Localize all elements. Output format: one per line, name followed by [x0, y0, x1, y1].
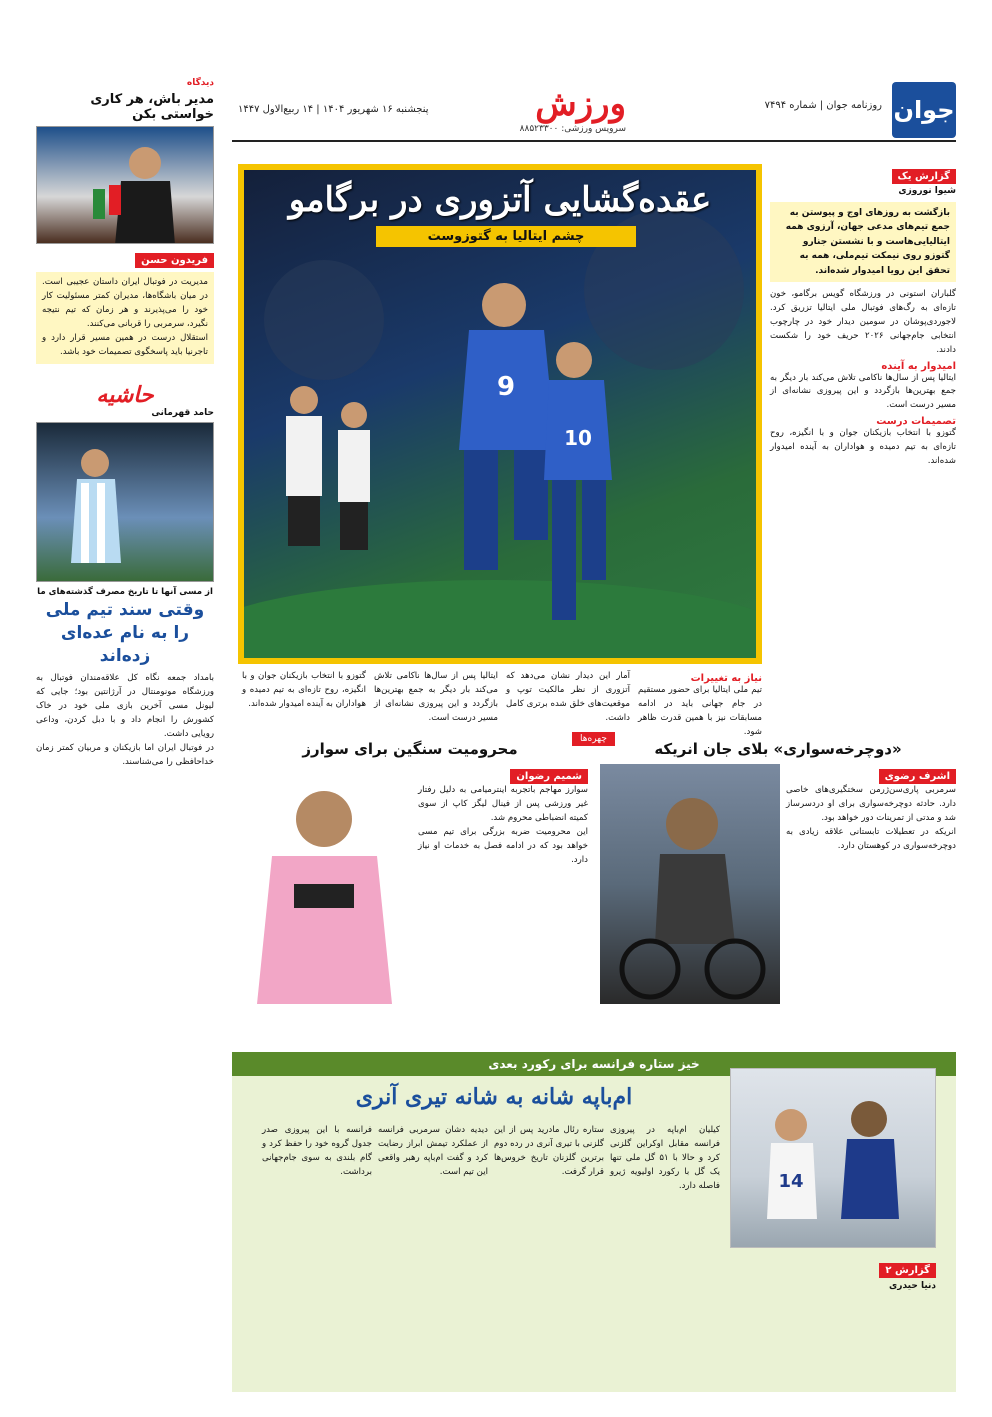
mbappe-col-3: [378, 1124, 488, 1180]
svg-text:9: 9: [496, 372, 516, 402]
opinion-text: مدیریت در فوتبال ایران داستان عجیبی است. در میان باشگاه‌ها، مدیران کمتر مسئولیت کار خود را می‌پذیرند و هر زمان که تیم نتیجه نگیرد، سرمربی را قربانی می‌کنند.: [42, 277, 208, 329]
opinion-photo: [36, 126, 214, 244]
lead-intro: بازگشت به روزهای اوج و پیوستن به جمع تیم‌های مدعی جهان، آرزوی همه ایتالیایی‌هاست و با نشستن جنارو گتوزو روی نیمکت تیم‌ملی، همه به تحقق این رویا امیدوار شده‌اند.: [770, 202, 956, 282]
enrique-author: اشرف رضوی: [879, 769, 956, 784]
hashieh-text-2: در فوتبال ایران اما بازیکنان و مربیان کمتر زمان خداحافظی را می‌شناسند.: [36, 742, 214, 767]
story-text-2: آمار این دیدار نشان می‌دهد که آتزوری از نظر مالکیت توپ و موقعیت‌های خلق شده برتری کامل داشت.: [506, 671, 630, 723]
faces-section: [232, 732, 956, 1042]
mbappe-kicker: خیز ستاره فرانسه برای رکورد بعدی: [232, 1052, 956, 1076]
story-suarez: [232, 740, 588, 1004]
mbappe-col-4: [262, 1124, 372, 1180]
javan-logo[interactable]: جوان: [892, 82, 956, 138]
lead-paragraph: گلباران استونی در ورزشگاه گویس برگامو، خون تازه‌ای به رگ‌های فوتبال ملی ایتالیا تزریق کرد. لاجوردی‌پوشان در سومین دیدار خود در چارچوب انتخابی جام‌جهانی ۲۰۲۶ حریف خود را شکست دادند.: [770, 288, 956, 355]
mbappe-text-1: کیلیان ام‌باپه در پیروزی فرانسه مقابل اوکراین گلزنی کرد و حالا با ۵۱ گل ملی تنها یک گل با رکورد اولیویه ژیرو فاصله دارد.: [610, 1125, 720, 1191]
mbappe-photo: [730, 1068, 936, 1248]
opinion-text-2: استقلال درست در همین مسیر قرار دارد و تاجرنیا باید پاسخگوی تصمیمات خود باشد.: [42, 332, 208, 357]
big-title: وقتی سند تیم ملی را به نام عده‌ای زده‌اند: [45, 600, 205, 667]
story-col-1: [638, 670, 762, 740]
varzesh-logo: ورزش: [535, 84, 626, 124]
story-columns: [238, 670, 762, 740]
subhead-1: امیدوار به آینده: [881, 360, 956, 372]
mbappe-text-4: فرانسه با این پیروزی صدر جدول گروه خود را حفظ کرد و گام بلندی به سوی جام‌جهانی برداشت.: [262, 1125, 372, 1177]
author-name: شیوا نوروزی: [898, 186, 956, 196]
enrique-text: سرمربی پاری‌سن‌ژرمن سختگیری‌های خاصی دارد. حادثه دوچرخه‌سواری برای او دردسرساز شد و مدتی از تمرینات دور خواهد بود.: [786, 785, 956, 823]
opinion-title: مدیر باش، هر کاری خواستی بکن: [90, 92, 214, 122]
mbappe-author: دنیا حیدری: [889, 1281, 936, 1291]
hashieh-text: بامداد جمعه نگاه کل علاقه‌مندان فوتبال به ورزشگاه مونومنتال در آرژانتین بود؛ جایی که لیونل مسی آخرین بازی ملی خود در خاک کشورش را انجام داد و با دبل کردن، وداعی رویایی داشت.: [36, 673, 214, 739]
subhead-2: تصمیمات درست: [876, 416, 956, 428]
story-text-3: ایتالیا پس از سال‌ها ناکامی تلاش می‌کند بار دیگر به جمع بهترین‌ها بازگردد و این پیروزی نشانه‌ای از مسیر درست است.: [374, 671, 498, 723]
suarez-text-2: این محرومیت ضربه بزرگی برای تیم مسی خواهد بود که در ادامه فصل به خدمات او نیاز دارد.: [418, 826, 588, 865]
suarez-photo: [232, 764, 412, 1004]
story-col-2: [506, 670, 630, 726]
mbappe-columns: [250, 1124, 720, 1194]
issue-date: پنجشنبه ۱۶ شهریور ۱۴۰۴ | ۱۴ ربیع‌الاول ۱۴۴۷: [238, 104, 429, 115]
mbappe-section: [232, 1052, 956, 1392]
svg-text:10: 10: [564, 426, 592, 450]
suarez-author: شمیم رضوان: [510, 769, 588, 784]
story-col-3: [374, 670, 498, 726]
mbappe-text-3: دیدیه دشان سرمربی فرانسه از عملکرد تیمش ابراز رضایت کرد و گفت ام‌باپه رهبر واقعی این تیم است.: [378, 1125, 488, 1177]
suarez-illustration: [232, 764, 412, 1004]
left-column: [36, 78, 214, 770]
headline-subtitle: چشم ایتالیا به گتوزوست: [376, 226, 636, 247]
mbappe-title: ام‌باپه شانه به شانه تیری آنری: [355, 1084, 633, 1110]
headline: عقده‌گشایی آتزوری در برگامو: [288, 180, 712, 220]
svg-text:14: 14: [778, 1171, 804, 1192]
opinion-block: [36, 272, 214, 364]
masthead: [232, 78, 956, 142]
story-col-4: [242, 670, 366, 712]
opinion-author: فریدون حسن: [135, 253, 214, 268]
big-kicker: از مسی آنها تا تاریخ مصرف گذشته‌های ما: [37, 586, 213, 597]
opinion-tag: دیدگاه: [186, 78, 214, 88]
suarez-text: سوارز مهاجم باتجربه اینترمیامی به دلیل رفتار غیر ورزشی پس از فینال لیگز کاپ از سوی کمیته انضباطی محروم شد.: [418, 785, 588, 823]
lead-column: [770, 164, 956, 469]
press-photo-illustration: [36, 127, 213, 244]
mbappe-text-2: ستاره رئال مادرید پس از این گلزنی با تیری آنری در رده دوم برترین گلزنان تاریخ خروس‌ها قرار گرفت.: [494, 1125, 604, 1177]
hashieh-author: حامد قهرمانی: [151, 407, 214, 418]
body-paragraph-2: گتوزو با انتخاب بازیکنان جوان و با انگیزه، روح تازه‌ای به تیم دمیده و هواداران به آینده امیدوار شده‌اند.: [770, 428, 956, 467]
hashieh-title: حاشیه: [96, 381, 154, 408]
mbappe-col-1: [610, 1124, 720, 1194]
paper-info: روزنامه جوان | شماره ۷۴۹۴: [764, 100, 882, 111]
top-photo: [238, 164, 762, 664]
mbappe-col-2: [494, 1124, 604, 1180]
story-text-1: تیم ملی ایتالیا برای حضور مستقیم در جام جهانی باید در ادامه مسابقات نیز با همین قدرت ظاهر شود.: [638, 685, 762, 737]
report-kicker: گزارش یک: [892, 169, 957, 184]
mbappe-illustration: [729, 1069, 935, 1249]
story-enrique: [600, 740, 956, 1004]
messi-illustration: [36, 423, 213, 582]
body-paragraph-1: ایتالیا پس از سال‌ها ناکامی تلاش می‌کند بار دیگر به جمع بهترین‌ها بازگردد و این پیروزی نشانه‌ای از مسیر درست است.: [770, 372, 956, 411]
section-subtitle: سرویس ورزشی: ۸۸۵۲۳۳۰۰: [519, 124, 626, 134]
enrique-title: «دوچرخه‌سواری» بلای جان انریکه: [654, 740, 902, 758]
mbappe-side: [730, 1258, 936, 1291]
faces-label: چهره‌ها: [572, 732, 615, 746]
cyclist-illustration: [600, 764, 780, 1004]
mbappe-sub-kicker: گزارش ۲: [879, 1263, 936, 1278]
subhead-3: نیاز به تغییرات: [690, 673, 762, 684]
hashieh-photo: [36, 422, 214, 582]
enrique-text-2: انریکه در تعطیلات تابستانی علاقه زیادی به دوچرخه‌سواری در کوهستان دارد.: [786, 826, 956, 851]
suarez-title: محرومیت سنگین برای سوارز: [302, 740, 518, 758]
story-text-4: گتوزو با انتخاب بازیکنان جوان و با انگیزه، روح تازه‌ای به تیم دمیده و هواداران به آینده امیدوار شده‌اند.: [242, 671, 366, 709]
enrique-photo: [600, 764, 780, 1004]
